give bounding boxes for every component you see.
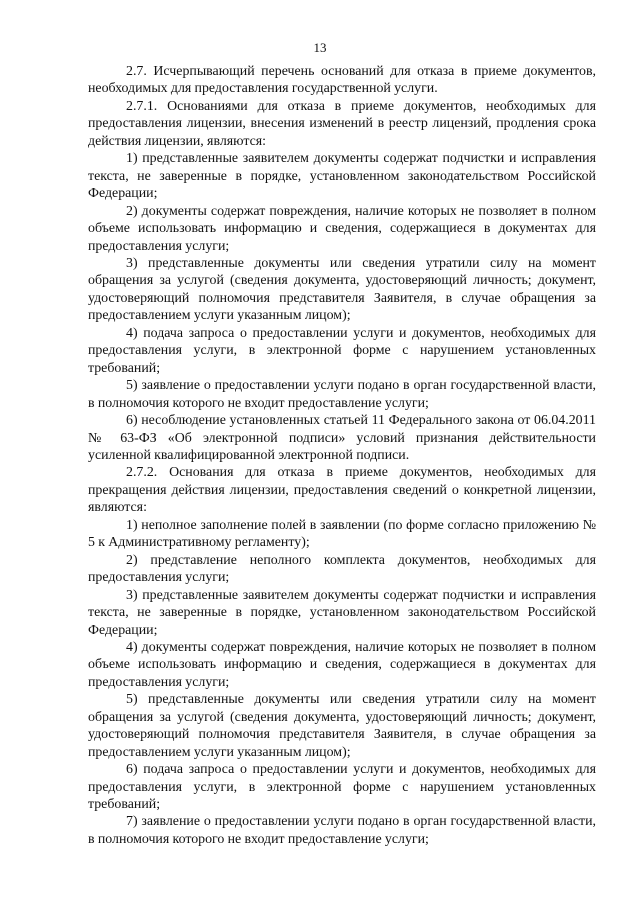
- list-item: 2) представление неполного комплекта документов, необходимых для предоставления услуги;: [88, 552, 596, 586]
- list-item: 1) неполное заполнение полей в заявлении (по форме согласно приложению № 5 к Административному регламенту);: [88, 517, 596, 551]
- list-item: 6) несоблюдение установленных статьей 11 Федерального закона от 06.04.2011 № 63-ФЗ «Об электронной подписи» условий признания действительности усиленной квалифицированной электронной подписи.: [88, 413, 596, 463]
- list-item: 4) подача запроса о предоставлении услуги и документов, необходимых для предоставления услуги, в электронной форме с нарушением установленных требований;: [88, 325, 596, 376]
- page-number: 13: [313, 40, 327, 55]
- section-2-7-2-intro: 2.7.2. Основания для отказа в приеме документов, необходимых для прекращения действия лицензии, предоставления сведений о конкретной лицензии, являются:: [88, 465, 596, 516]
- list-item: 5) заявление о предоставлении услуги подано в орган государственной власти, в полномочия которого не входит предоставление услуги;: [88, 378, 596, 411]
- list-item: 4) документы содержат повреждения, наличие которых не позволяет в полном объеме использовать информацию и сведения, содержащиеся в документах для предоставления услуги;: [88, 639, 596, 690]
- list-item: 2) документы содержат повреждения, наличие которых не позволяет в полном объеме использовать информацию и сведения, содержащиеся в документах для предоставления услуги;: [88, 203, 596, 254]
- list-item: 1) представленные заявителем документы содержат подчистки и исправления текста, не заверенные в порядке, установленном законодательством Российской Федерации;: [88, 151, 596, 202]
- section-2-7-heading: 2.7. Исчерпывающий перечень оснований для отказа в приеме документов, необходимых для предоставления государственной услуги.: [88, 64, 596, 97]
- list-item: 5) представленные документы или сведения утратили силу на момент обращения за услугой (сведения документа, удостоверяющий личность; документ, удостоверяющий полномочия представителя Заявителя, в случае обращения за предоставлением услуги указанным лицом);: [88, 692, 596, 760]
- list-item: 3) представленные документы или сведения утратили силу на момент обращения за услугой (сведения документа, удостоверяющий личность; документ, удостоверяющий полномочия представителя Заявителя, в случае обращения за предоставлением услуги указанным лицом);: [88, 255, 596, 324]
- list-item: 3) представленные заявителем документы содержат подчистки и исправления текста, не заверенные в порядке, установленном законодательством Российской Федерации;: [88, 587, 596, 638]
- section-2-7-1-intro: 2.7.1. Основаниями для отказа в приеме документов, необходимых для предоставления лицензии, внесения изменений в реестр лицензий, продления срока действия лицензии, являются:: [88, 98, 596, 149]
- list-item: 7) заявление о предоставлении услуги подано в орган государственной власти, в полномочия которого не входит предоставление услуги;: [88, 814, 596, 847]
- list-item: 6) подача запроса о предоставлении услуги и документов, необходимых для предоставления услуги, в электронной форме с нарушением установленных требований;: [88, 762, 596, 813]
- document-body: [88, 63, 596, 848]
